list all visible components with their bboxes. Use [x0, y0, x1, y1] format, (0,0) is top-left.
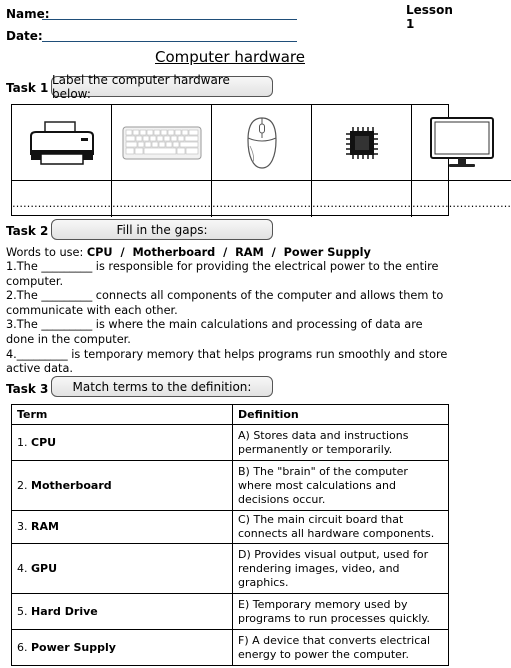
table-row [12, 594, 449, 630]
term-number: 2. [17, 478, 31, 492]
term-number: 6. [17, 640, 31, 654]
word-bank [6, 246, 451, 259]
gap-sentence: 1.The _________ is responsible for providing the electrical power to the entire computer. [6, 260, 439, 288]
hardware-cell [12, 105, 112, 181]
hardware-cell [312, 105, 412, 181]
term-name: GPU [31, 561, 58, 575]
answer-blank: ……………………… [312, 196, 411, 210]
definition-column-header: Definition [233, 405, 449, 425]
hardware-cell [112, 105, 212, 181]
monitor-icon [429, 116, 495, 170]
task1-label: Task 1 [6, 81, 49, 95]
keyboard-icon [122, 126, 202, 160]
definition-cell: B) The "brain" of the computer where most calculations and decisions occur. [233, 461, 449, 511]
hardware-cell [212, 105, 312, 181]
term-cell [12, 594, 233, 630]
table-row [12, 511, 449, 544]
page-title: Computer hardware [155, 48, 305, 66]
answer-cell[interactable] [312, 181, 412, 217]
answer-cell[interactable] [412, 181, 511, 217]
definition-cell: A) Stores data and instructions permanently or temporarily. [233, 425, 449, 461]
name-label: Name: [6, 7, 50, 21]
definition-cell: D) Provides visual output, used for rendering images, video, and graphics. [233, 544, 449, 594]
term-cell [12, 630, 233, 666]
task3-instruction: Match terms to the definition: [51, 376, 273, 397]
definition-cell: C) The main circuit board that connects all hardware components. [233, 511, 449, 544]
answer-cell[interactable] [212, 181, 312, 217]
table-row [12, 425, 449, 461]
answer-blank: ……………………… [212, 196, 311, 210]
term-cell [12, 544, 233, 594]
term-name: RAM [31, 520, 59, 533]
term-cell [12, 425, 233, 461]
match-table [11, 404, 449, 666]
answer-cell[interactable] [112, 181, 212, 217]
hardware-label-table [11, 104, 511, 216]
lesson-label: Lesson 1 [406, 3, 453, 31]
gap-sentence: 3.The _________ is where the main calculations and processing of data are done in the computer. [6, 318, 423, 346]
cpu-chip-icon [344, 125, 380, 161]
term-name: Hard Drive [31, 604, 98, 618]
table-row [12, 461, 449, 511]
task1-instruction: Label the computer hardware below: [51, 76, 273, 97]
term-cell [12, 511, 233, 544]
term-number: 4. [17, 561, 31, 575]
date-label: Date: [6, 29, 43, 43]
answer-blank: ……………………… [112, 196, 211, 210]
gap-sentence: 4._________ is temporary memory that helps programs run smoothly and store active data. [6, 347, 448, 376]
hardware-cell [412, 105, 511, 181]
definition-cell: E) Temporary memory used by programs to run processes quickly. [233, 594, 449, 630]
task2-instruction: Fill in the gaps: [51, 219, 273, 240]
printer-icon [27, 120, 97, 166]
gap-fill-sentences [6, 260, 448, 377]
term-cell [12, 461, 233, 511]
term-column-header: Term [12, 405, 233, 425]
task3-label: Task 3 [6, 382, 49, 396]
term-name: CPU [31, 435, 57, 449]
gap-sentence: 2.The _________ connects all components of the computer and allows them to communicate with each other. [6, 289, 444, 317]
match-table-header [12, 405, 449, 425]
definition-cell: F) A device that converts electrical energy to power the computer. [233, 630, 449, 666]
table-row [12, 630, 449, 666]
term-number: 1. [17, 435, 31, 449]
table-row [12, 544, 449, 594]
term-name: Motherboard [31, 478, 112, 492]
date-field[interactable] [42, 41, 297, 42]
answer-blank: ……………………… [12, 196, 111, 210]
task2-label: Task 2 [6, 224, 49, 238]
word-bank-prefix: Words to use: [6, 246, 84, 259]
word-bank-words: CPU / Motherboard / RAM / Power Supply [86, 246, 371, 259]
answer-blank: ……………………… [412, 196, 511, 210]
term-name: Power Supply [31, 640, 116, 654]
term-number: 3. [17, 520, 31, 533]
mouse-icon [245, 116, 279, 170]
term-number: 5. [17, 604, 31, 618]
answer-cell[interactable] [12, 181, 112, 217]
name-field[interactable] [42, 19, 297, 20]
